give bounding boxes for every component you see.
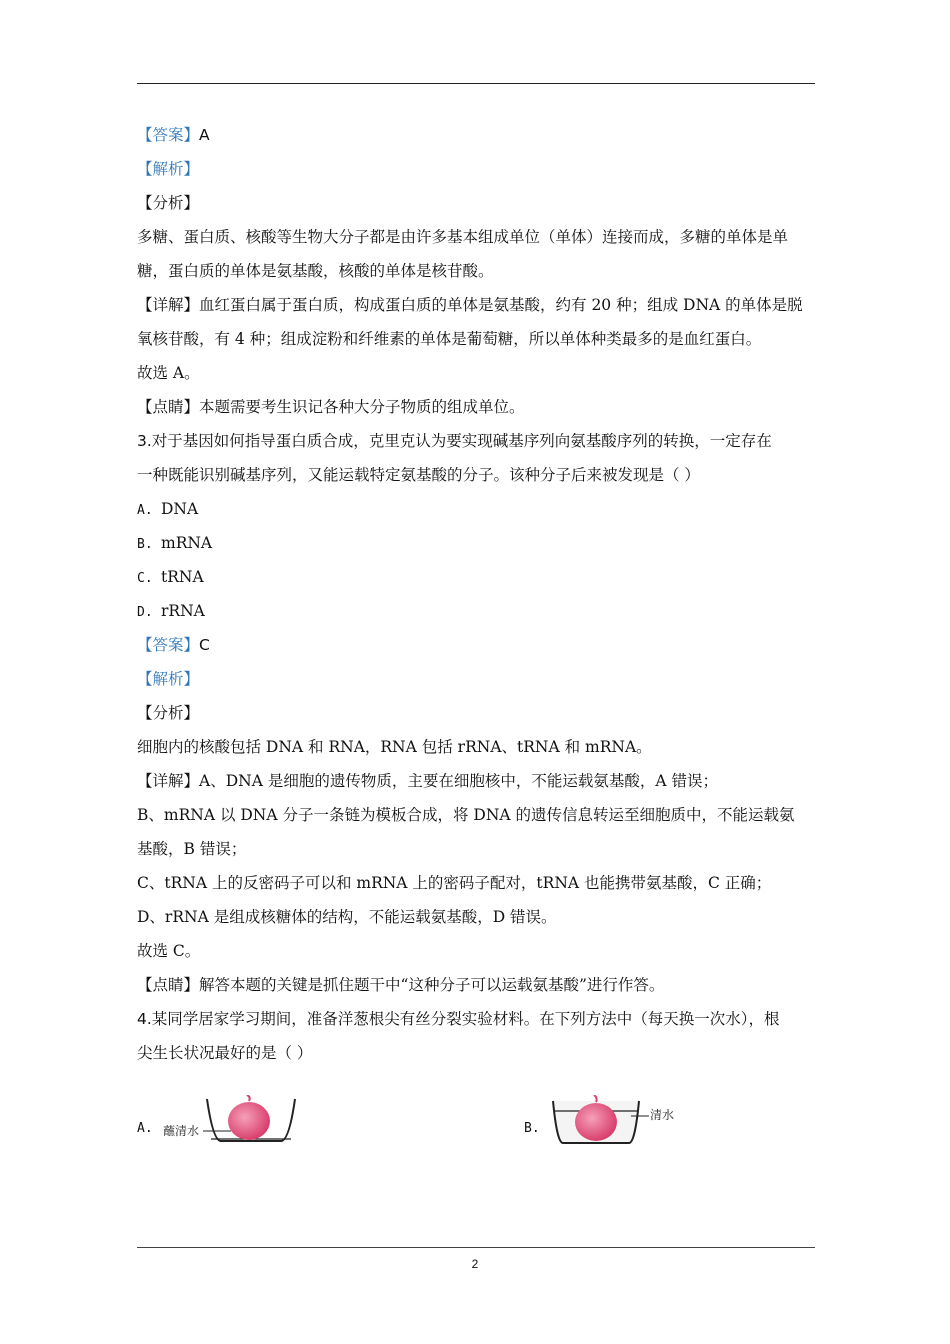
onion-top xyxy=(594,1095,597,1102)
detail-tag: 【详解】 xyxy=(137,296,200,314)
question-number: 4. xyxy=(137,1010,152,1028)
q3-stem xyxy=(137,424,815,458)
conclusion: 故选 C。 xyxy=(137,942,201,960)
page-number: 2 xyxy=(471,1257,479,1271)
option-text: rRNA xyxy=(161,602,205,620)
detail-text: A、DNA 是细胞的遗传物质，主要在细胞核中，不能运载氨基酸，A 错误； xyxy=(199,772,718,790)
option-text: tRNA xyxy=(161,568,204,586)
figure-a-letter: A. xyxy=(137,1121,153,1136)
question-text: 某同学居家学习期间，准备洋葱根尖有丝分裂实验材料。在下列方法中（每天换一次水），根 xyxy=(151,1010,780,1028)
option-letter: A. xyxy=(137,503,153,518)
onion-bulb xyxy=(575,1103,617,1141)
answer-tag: 【答案】 xyxy=(137,126,200,144)
answer-value: C xyxy=(199,636,210,654)
question-number: 3. xyxy=(137,432,152,450)
figure-a-label: 蘸清水 xyxy=(163,1124,200,1138)
detail-text: 基酸，B 错误； xyxy=(137,840,247,858)
detail-line xyxy=(137,288,815,322)
figure-b-beaker-drawing xyxy=(547,1095,697,1151)
detail-text: B、mRNA 以 DNA 分子一条链为模板合成，将 DNA 的遗传信息转运至细胞质中，不能运载氨 xyxy=(137,806,795,824)
detail-text: D、rRNA 是组成核糖体的结构，不能运载氨基酸，D 错误。 xyxy=(137,908,557,926)
option-letter: C. xyxy=(137,571,153,586)
figure-a-beaker-drawing xyxy=(161,1095,311,1151)
answer-tag: 【答案】 xyxy=(137,636,200,654)
question-text: 尖生长状况最好的是（ ） xyxy=(137,1044,313,1062)
option-text: mRNA xyxy=(161,534,213,552)
option-text: DNA xyxy=(161,500,199,518)
fenxi-tag: 【分析】 xyxy=(137,704,200,722)
option-letter: B. xyxy=(137,537,153,552)
q4-stem xyxy=(137,1002,815,1036)
option-a xyxy=(137,492,815,526)
fenxi-text: 多糖、蛋白质、核酸等生物大分子都是由许多基本组成单位（单体）连接而成，多糖的单体是单 xyxy=(137,228,789,246)
comment-tag: 【点睛】 xyxy=(137,398,200,416)
q2-answer-line xyxy=(137,118,815,152)
footer-rule xyxy=(137,1247,815,1248)
fenxi-tag: 【分析】 xyxy=(137,194,200,212)
option-c xyxy=(137,560,815,594)
question-text: 对于基因如何指导蛋白质合成，克里克认为要实现碱基序列向氨基酸序列的转换，一定存在 xyxy=(151,432,772,450)
option-d xyxy=(137,594,815,628)
comment-line xyxy=(137,390,815,424)
detail-tag: 【详解】 xyxy=(137,772,200,790)
conclusion: 故选 A。 xyxy=(137,364,200,382)
question-text: 一种既能识别碱基序列，又能运载特定氨基酸的分子。该种分子后来被发现是（ ） xyxy=(137,466,700,484)
detail-line xyxy=(137,764,815,798)
answer-value: A xyxy=(199,126,210,144)
document-body xyxy=(137,118,815,1070)
fenxi-text: 糖，蛋白质的单体是氨基酸，核酸的单体是核苷酸。 xyxy=(137,262,494,280)
figure-b-letter: B. xyxy=(524,1121,540,1136)
figure-b-label: 清水 xyxy=(650,1108,675,1122)
option-b xyxy=(137,526,815,560)
detail-text: C、tRNA 上的反密码子可以和 mRNA 上的密码子配对，tRNA 也能携带氨基酸，C 正确； xyxy=(137,874,772,892)
detail-text: 血红蛋白属于蛋白质，构成蛋白质的单体是氨基酸，约有 20 种；组成 DNA 的单体是脱 xyxy=(199,296,803,314)
q3-answer-line xyxy=(137,628,815,662)
q4-figures xyxy=(137,1095,815,1155)
detail-text: 氧核苷酸，有 4 种；组成淀粉和纤维素的单体是葡萄糖，所以单体种类最多的是血红蛋白。 xyxy=(137,330,762,348)
comment-line xyxy=(137,968,815,1002)
option-letter: D. xyxy=(137,605,153,620)
comment-text: 本题需要考生识记各种大分子物质的组成单位。 xyxy=(199,398,525,416)
comment-tag: 【点睛】 xyxy=(137,976,200,994)
onion-bulb xyxy=(228,1102,270,1140)
fenxi-text: 细胞内的核酸包括 DNA 和 RNA，RNA 包括 rRNA、tRNA 和 mRNA。 xyxy=(137,738,652,756)
comment-text: 解答本题的关键是抓住题干中“这种分子可以运载氨基酸”进行作答。 xyxy=(199,976,665,994)
analysis-tag: 【解析】 xyxy=(137,160,200,178)
analysis-tag: 【解析】 xyxy=(137,670,200,688)
onion-top xyxy=(247,1095,250,1101)
header-rule xyxy=(137,83,815,84)
